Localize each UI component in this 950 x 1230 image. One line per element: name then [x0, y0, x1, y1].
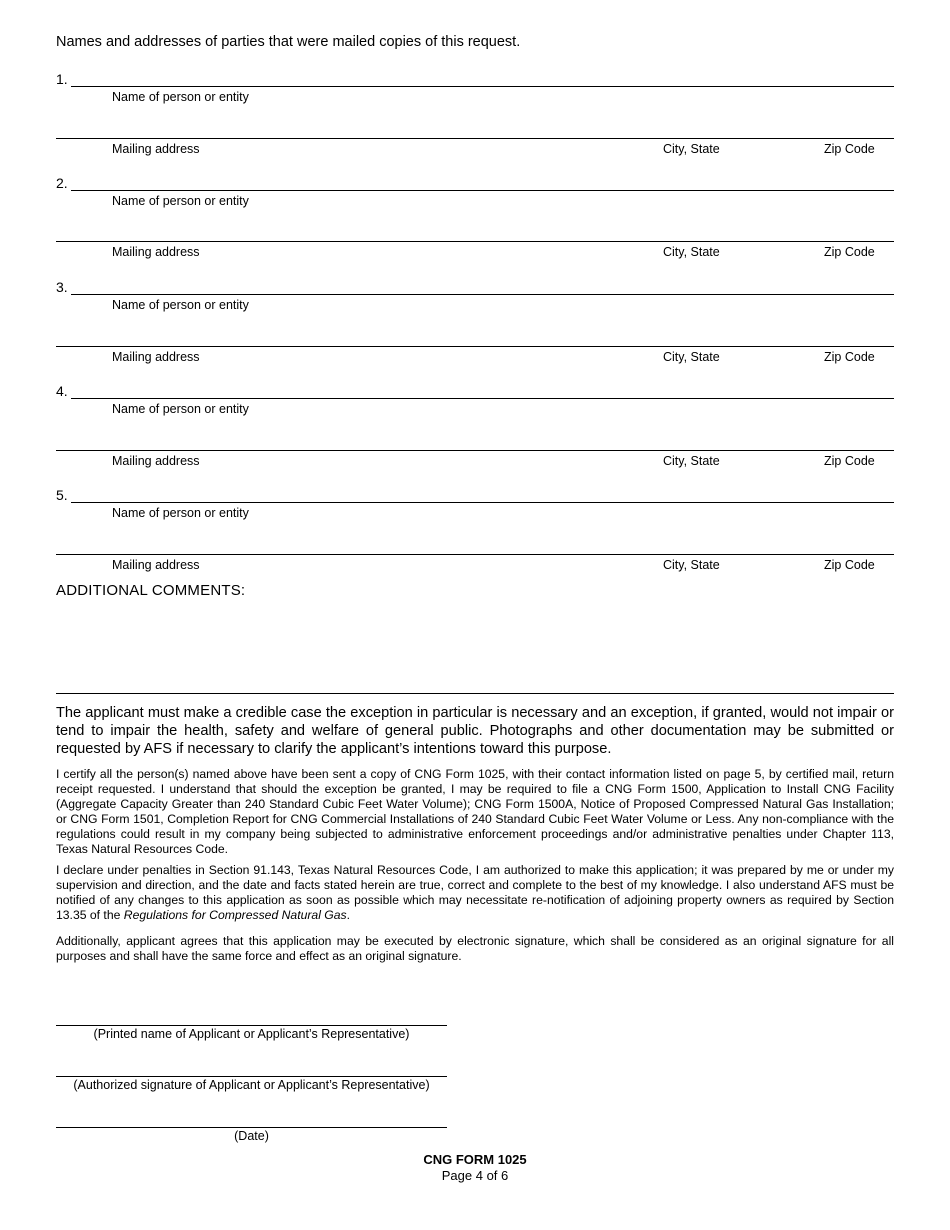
address-field-line[interactable]: [56, 346, 894, 347]
party-number: 3.: [56, 279, 68, 295]
city-state-label: City, State: [663, 142, 720, 156]
regulations-title: Regulations for Compressed Natural Gas: [123, 908, 347, 922]
name-label: Name of person or entity: [112, 298, 249, 312]
address-label: Mailing address: [112, 142, 200, 156]
name-label: Name of person or entity: [112, 506, 249, 520]
address-label: Mailing address: [112, 558, 200, 572]
party-number: 1.: [56, 71, 68, 87]
name-field-line[interactable]: [71, 190, 894, 191]
address-field-line[interactable]: [56, 138, 894, 139]
party-number: 4.: [56, 383, 68, 399]
address-label: Mailing address: [112, 245, 200, 259]
printed-name-line[interactable]: [56, 1025, 447, 1026]
name-label: Name of person or entity: [112, 402, 249, 416]
address-field-line[interactable]: [56, 554, 894, 555]
address-label: Mailing address: [112, 454, 200, 468]
signature-label: (Authorized signature of Applicant or Applicant’s Representative): [73, 1078, 430, 1092]
zip-label: Zip Code: [824, 245, 875, 259]
address-field-line[interactable]: [56, 241, 894, 242]
name-field-line[interactable]: [71, 398, 894, 399]
address-label: Mailing address: [112, 350, 200, 364]
address-field-line[interactable]: [56, 450, 894, 451]
comments-field[interactable]: [56, 602, 894, 692]
declare-end: .: [346, 908, 351, 922]
additional-comments-heading: ADDITIONAL COMMENTS:: [56, 582, 246, 599]
declare-text: I declare under penalties in Section 91.143, Texas Natural Resources Code, I am authorized to make this application; it was prepared by me or under my supervision and direction, and the date and facts stated herein are true, correct and complete to the best of my knowledge. I also understand AFS must be notified of any changes to this application as soon as possible which may necessitate re-notification of adjoining property owners as required by Section 13.35 of the: [56, 863, 894, 922]
party-number: 5.: [56, 487, 68, 503]
city-state-label: City, State: [663, 454, 720, 468]
esignature-paragraph: Additionally, applicant agrees that this application may be executed by electronic signature, which shall be considered as an original signature for all purposes and shall have the same force and effect as an original signature.: [56, 934, 894, 963]
intro-text: Names and addresses of parties that were mailed copies of this request.: [56, 34, 521, 50]
zip-label: Zip Code: [824, 558, 875, 572]
declare-paragraph: [56, 863, 894, 923]
name-field-line[interactable]: [71, 502, 894, 503]
credible-case-paragraph: The applicant must make a credible case the exception in particular is necessary and an exception, if granted, would not impair or tend to impair the health, safety and welfare of general public. Photographs and other documentation may be submitted or requested by AFS if necessary to clarify the applicant’s intentions toward this purpose.: [56, 705, 894, 757]
printed-name-label: (Printed name of Applicant or Applicant’s Representative): [93, 1027, 410, 1041]
date-label: (Date): [234, 1129, 269, 1143]
zip-label: Zip Code: [824, 350, 875, 364]
certify-paragraph: I certify all the person(s) named above have been sent a copy of CNG Form 1025, with their contact information listed on page 5, by certified mail, return receipt requested. I understand that should the exception be granted, I may be required to file a CNG Form 1500, Application to Install CNG Facility (Aggregate Capacity Greater than 240 Standard Cubic Feet Water Volume); CNG Form 1500A, Notice of Proposed Compressed Natural Gas Installation; or CNG Form 1501, Completion Report for CNG Commercial Installations of 240 Standard Cubic Feet Water Volume or Less. Any non-compliance with the regulations could result in my company being subjected to administrative enforcement proceedings and/or administrative penalties under Chapter 113, Texas Natural Resources Code.: [56, 767, 894, 856]
form-title: CNG FORM 1025: [423, 1152, 527, 1167]
name-label: Name of person or entity: [112, 194, 249, 208]
zip-label: Zip Code: [824, 454, 875, 468]
date-line[interactable]: [56, 1127, 447, 1128]
city-state-label: City, State: [663, 350, 720, 364]
zip-label: Zip Code: [824, 142, 875, 156]
city-state-label: City, State: [663, 558, 720, 572]
name-label: Name of person or entity: [112, 90, 249, 104]
comments-divider: [56, 693, 894, 694]
city-state-label: City, State: [663, 245, 720, 259]
name-field-line[interactable]: [71, 294, 894, 295]
name-field-line[interactable]: [71, 86, 894, 87]
party-number: 2.: [56, 175, 68, 191]
signature-line[interactable]: [56, 1076, 447, 1077]
page-number: Page 4 of 6: [441, 1168, 509, 1183]
